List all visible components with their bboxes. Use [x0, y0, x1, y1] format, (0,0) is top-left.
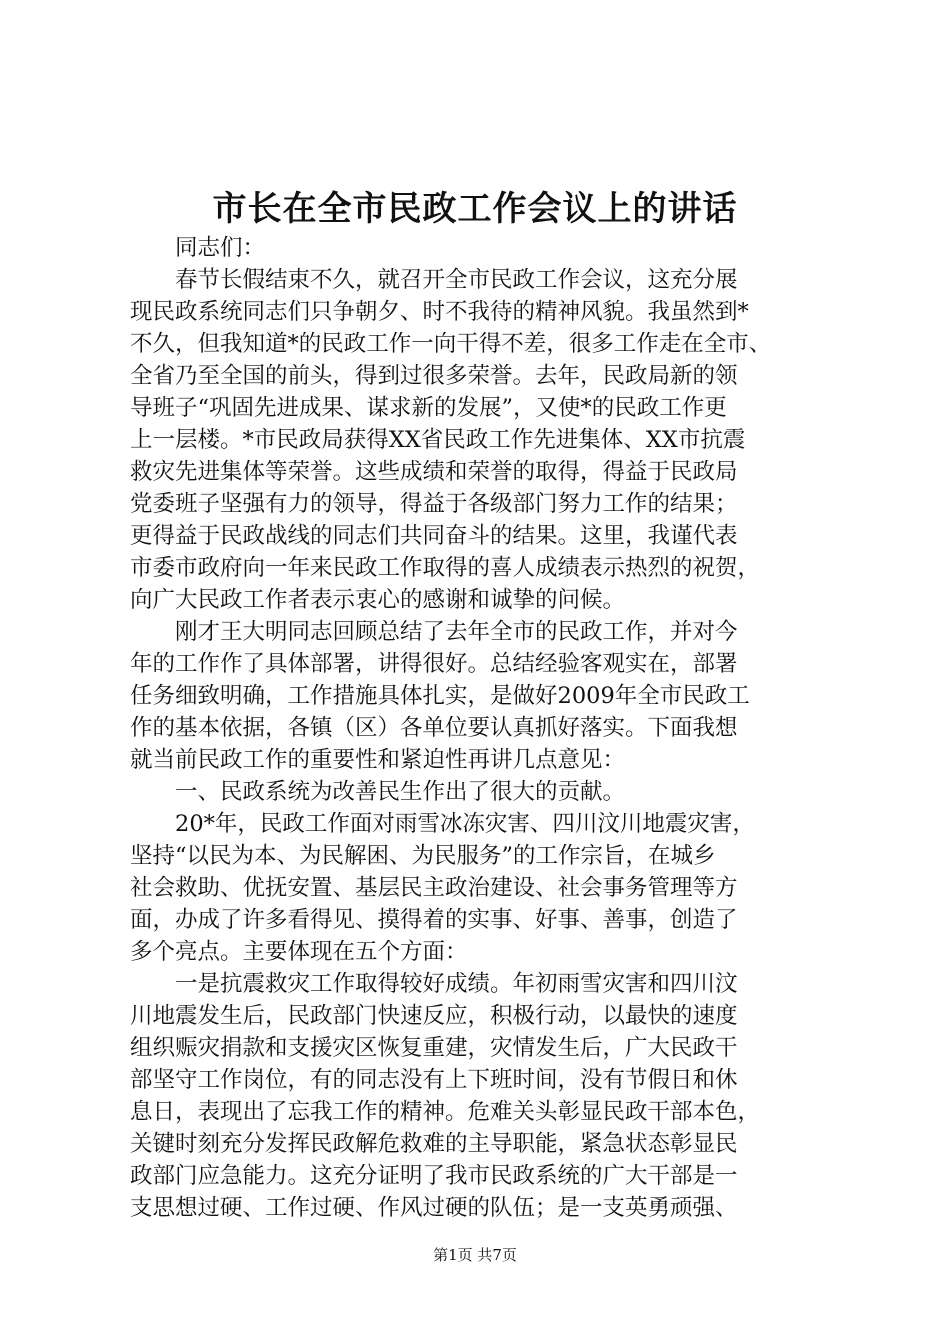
body-line: 关键时刻充分发挥民政解危救难的主导职能，紧急状态彰显民 — [130, 1131, 738, 1157]
body-line: 部坚守工作岗位，有的同志没有上下班时间，没有节假日和休 — [130, 1067, 738, 1093]
body-line: 春节长假结束不久，就召开全市民政工作会议，这充分展 — [175, 267, 738, 293]
body-line: 川地震发生后，民政部门快速反应，积极行动，以最快的速度 — [130, 1003, 738, 1029]
body-line: 息日，表现出了忘我工作的精神。危难关头彰显民政干部本色， — [130, 1099, 761, 1125]
body-line: 市委市政府向一年来民政工作取得的喜人成绩表示热烈的祝贺， — [130, 555, 761, 581]
body-line: 面，办成了许多看得见、摸得着的实事、好事、善事，创造了 — [130, 907, 738, 933]
body-line: 现民政系统同志们只争朝夕、时不我待的精神风貌。我虽然到* — [130, 299, 749, 325]
body-line: 刚才王大明同志回顾总结了去年全市的民政工作，并对今 — [175, 619, 738, 645]
body-line: 社会救助、优抚安置、基层民主政治建设、社会事务管理等方 — [130, 875, 738, 901]
body-line: 不久，但我知道*的民政工作一向干得不差，很多工作走在全市、 — [130, 331, 772, 357]
body-line: 支思想过硬、工作过硬、作风过硬的队伍；是一支英勇顽强、 — [130, 1195, 738, 1221]
document-title: 市长在全市民政工作会议上的讲话 — [212, 189, 738, 229]
body-line: 党委班子坚强有力的领导，得益于各级部门努力工作的结果； — [130, 491, 738, 517]
document-body — [130, 232, 830, 1224]
body-line: 20*年，民政工作面对雨雪冰冻灾害、四川汶川地震灾害， — [175, 811, 755, 837]
body-line: 更得益于民政战线的同志们共同奋斗的结果。这里，我谨代表 — [130, 523, 738, 549]
body-line: 就当前民政工作的重要性和紧迫性再讲几点意见： — [130, 747, 626, 773]
body-line: 同志们： — [175, 235, 266, 261]
body-line: 全省乃至全国的前头，得到过很多荣誉。去年，民政局新的领 — [130, 363, 738, 389]
body-line: 坚持“以民为本、为民解困、为民服务”的工作宗旨，在城乡 — [130, 843, 716, 869]
body-line: 多个亮点。主要体现在五个方面： — [130, 939, 468, 965]
body-line: 政部门应急能力。这充分证明了我市民政系统的广大干部是一 — [130, 1163, 738, 1189]
body-line: 导班子“巩固先进成果、谋求新的发展”，又使*的民政工作更 — [130, 395, 727, 421]
body-line: 向广大民政工作者表示衷心的感谢和诚挚的问候。 — [130, 587, 626, 613]
body-line: 一是抗震救灾工作取得较好成绩。年初雨雪灾害和四川汶 — [175, 971, 738, 997]
body-line: 上一层楼。*市民政局获得XX省民政工作先进集体、XX市抗震 — [130, 427, 746, 453]
page-footer: 第1页 共7页 — [433, 1246, 517, 1264]
body-line: 组织赈灾捐款和支援灾区恢复重建，灾情发生后，广大民政干 — [130, 1035, 738, 1061]
body-line: 一、民政系统为改善民生作出了很大的贡献。 — [175, 779, 626, 805]
body-line: 救灾先进集体等荣誉。这些成绩和荣誉的取得，得益于民政局 — [130, 459, 738, 485]
body-line: 年的工作作了具体部署，讲得很好。总结经验客观实在，部署 — [130, 651, 738, 677]
body-line: 任务细致明确，工作措施具体扎实，是做好2009年全市民政工 — [130, 683, 750, 709]
body-line: 作的基本依据，各镇（区）各单位要认真抓好落实。下面我想 — [130, 715, 738, 741]
